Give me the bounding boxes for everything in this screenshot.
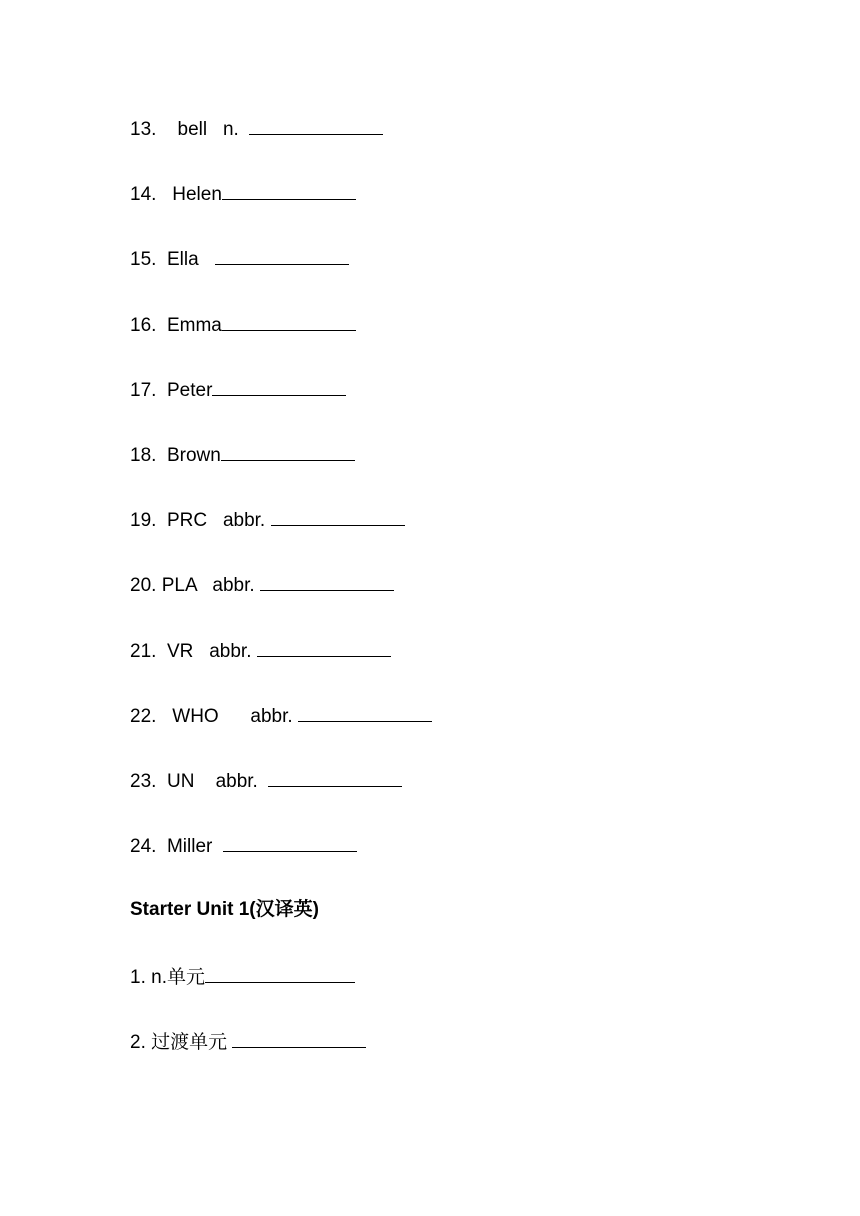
answer-blank[interactable] bbox=[268, 767, 402, 787]
vocab-item-18 bbox=[130, 441, 355, 468]
vocab-item-21 bbox=[130, 637, 391, 664]
item-word: Miller bbox=[166, 836, 213, 857]
item-word: Helen bbox=[172, 184, 222, 205]
item-pos: abbr. bbox=[222, 510, 266, 531]
item-pos: n. bbox=[222, 119, 239, 140]
item-pos: abbr. bbox=[250, 706, 293, 727]
item-word: n.单元 bbox=[151, 967, 205, 988]
item-word: bell bbox=[177, 119, 208, 140]
vocab-item-24 bbox=[130, 832, 357, 859]
item-pos: abbr. bbox=[212, 575, 255, 596]
item-number: 15. bbox=[130, 249, 157, 270]
answer-blank[interactable] bbox=[260, 571, 394, 591]
answer-blank[interactable] bbox=[249, 115, 383, 135]
item-word: WHO bbox=[172, 706, 219, 727]
answer-blank[interactable] bbox=[205, 963, 355, 983]
item-number: 21. bbox=[130, 641, 157, 662]
answer-blank[interactable] bbox=[222, 180, 356, 200]
answer-blank[interactable] bbox=[222, 311, 356, 331]
translation-item-1 bbox=[130, 963, 355, 990]
item-word: Emma bbox=[166, 315, 222, 336]
vocab-item-20 bbox=[130, 571, 394, 598]
answer-blank[interactable] bbox=[298, 702, 432, 722]
item-pos: abbr. bbox=[215, 771, 258, 792]
item-number: 22. bbox=[130, 706, 157, 727]
vocab-item-19 bbox=[130, 506, 405, 533]
item-number: 2. bbox=[130, 1032, 146, 1053]
vocab-item-16 bbox=[130, 311, 356, 338]
item-number: 19. bbox=[130, 510, 157, 531]
item-word: PRC bbox=[166, 510, 208, 531]
item-number: 16. bbox=[130, 315, 157, 336]
answer-blank[interactable] bbox=[212, 376, 346, 396]
item-number: 14. bbox=[130, 184, 157, 205]
translation-item-2 bbox=[130, 1028, 366, 1055]
answer-blank[interactable] bbox=[221, 441, 355, 461]
answer-blank[interactable] bbox=[271, 506, 405, 526]
answer-blank[interactable] bbox=[257, 637, 391, 657]
item-word: 过渡单元 bbox=[151, 1032, 228, 1053]
item-number: 20. bbox=[130, 575, 157, 596]
item-word: Brown bbox=[166, 445, 221, 466]
item-number: 24. bbox=[130, 836, 157, 857]
item-word: Peter bbox=[166, 380, 213, 401]
item-word: VR bbox=[166, 641, 194, 662]
item-pos: abbr. bbox=[209, 641, 252, 662]
item-number: 18. bbox=[130, 445, 157, 466]
vocab-item-17 bbox=[130, 376, 346, 403]
section-heading: Starter Unit 1(汉译英) bbox=[130, 899, 319, 920]
answer-blank[interactable] bbox=[232, 1028, 366, 1048]
item-number: 1. bbox=[130, 967, 146, 988]
vocab-item-13 bbox=[130, 115, 383, 142]
vocab-item-14 bbox=[130, 180, 356, 207]
item-number: 13. bbox=[130, 119, 157, 140]
vocab-item-23 bbox=[130, 767, 402, 794]
answer-blank[interactable] bbox=[215, 245, 349, 265]
item-number: 23. bbox=[130, 771, 157, 792]
item-word: PLA bbox=[161, 575, 197, 596]
vocab-item-15 bbox=[130, 245, 349, 272]
item-number: 17. bbox=[130, 380, 157, 401]
answer-blank[interactable] bbox=[223, 832, 357, 852]
vocab-item-22 bbox=[130, 702, 432, 729]
item-word: Ella bbox=[166, 249, 199, 270]
item-word: UN bbox=[166, 771, 195, 792]
